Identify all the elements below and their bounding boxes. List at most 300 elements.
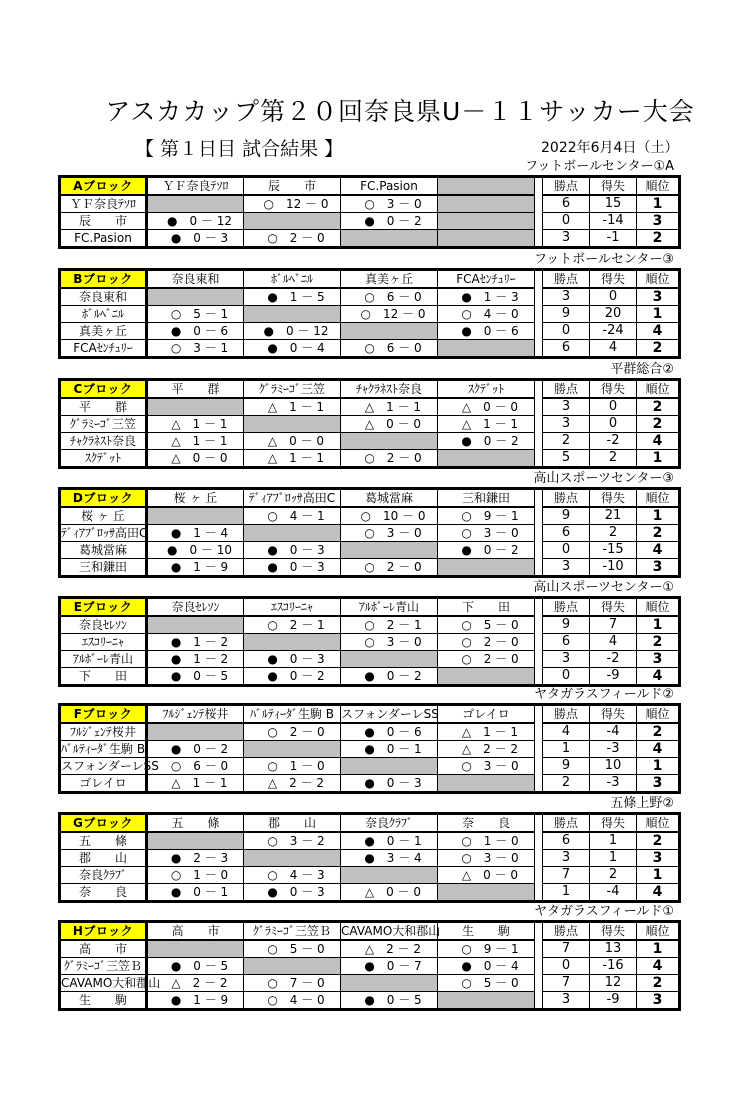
match-result — [147, 992, 244, 1010]
table-row — [60, 850, 680, 867]
match-score: ○ 6 － 0 — [170, 759, 229, 773]
self-match-cell — [147, 940, 244, 958]
match-score: ● 1 － 2 — [170, 652, 229, 666]
match-score: ● 0 － 2 — [364, 214, 422, 228]
table-row — [60, 323, 680, 340]
points-value: 1 — [543, 741, 590, 758]
self-match-cell — [244, 958, 341, 975]
table-row — [60, 651, 680, 668]
match-result — [438, 616, 535, 634]
match-result — [341, 559, 438, 577]
table-header-row — [60, 598, 680, 617]
rank-value: 3 — [637, 559, 680, 577]
block-name: Gブロック — [60, 814, 147, 833]
rank-value: 2 — [637, 832, 680, 850]
match-score: △ 0 － 0 — [171, 451, 228, 465]
table-row — [60, 975, 680, 992]
self-match-cell — [438, 668, 535, 686]
match-result — [438, 525, 535, 542]
rank-value: 2 — [637, 398, 680, 416]
block-e — [58, 579, 678, 687]
diff-value: 0 — [590, 288, 637, 306]
match-result — [244, 288, 341, 306]
match-result — [341, 616, 438, 634]
match-result — [341, 213, 438, 230]
points-value: 7 — [543, 975, 590, 992]
self-match-cell — [341, 651, 438, 668]
match-score: ○ 2 － 1 — [364, 618, 422, 632]
match-result — [341, 525, 438, 542]
self-match-cell — [147, 723, 244, 741]
points-value: 6 — [543, 634, 590, 651]
block-c — [58, 361, 678, 469]
points-value: 2 — [543, 433, 590, 450]
results-table — [58, 378, 681, 469]
match-score: ● 0 － 2 — [461, 543, 519, 557]
block-name: Dブロック — [60, 489, 147, 508]
self-match-cell — [244, 634, 341, 651]
self-match-cell — [438, 559, 535, 577]
team-name: ゴレイロ — [60, 775, 147, 793]
match-score: ● 0 － 3 — [267, 885, 325, 899]
match-result — [244, 340, 341, 358]
gap-cell — [535, 598, 543, 617]
diff-header: 得失 — [590, 705, 637, 724]
match-result — [244, 559, 341, 577]
gap-cell — [535, 398, 543, 416]
match-result — [147, 559, 244, 577]
table-row — [60, 559, 680, 577]
diff-value: 4 — [590, 634, 637, 651]
self-match-cell — [438, 992, 535, 1010]
match-result — [341, 832, 438, 850]
results-table — [58, 268, 681, 359]
team-name: ﾎﾞﾙﾍﾞﾆﾙ — [60, 306, 147, 323]
match-score: ○ 9 － 1 — [461, 942, 519, 956]
match-score: ○ 3 － 0 — [364, 635, 422, 649]
self-match-cell — [438, 775, 535, 793]
venue-label: 平群総合② — [610, 362, 674, 377]
match-score: ○ 5 － 0 — [461, 976, 519, 990]
empty-cell — [438, 177, 535, 196]
opponent-header: 奈良ｾﾚｿﾝ — [147, 598, 244, 617]
match-result — [341, 398, 438, 416]
match-score: △ 0 － 0 — [461, 868, 519, 882]
match-score: ○ 4 － 3 — [267, 868, 325, 882]
match-result — [438, 288, 535, 306]
opponent-header: ｸﾞﾗﾐｰｺﾞ三笠 — [244, 380, 341, 399]
points-value: 5 — [543, 450, 590, 468]
gap-cell — [535, 758, 543, 775]
diff-header: 得失 — [590, 489, 637, 508]
gap-cell — [535, 723, 543, 741]
table-row — [60, 775, 680, 793]
table-row — [60, 723, 680, 741]
match-score: ● 0 － 12 — [166, 214, 232, 228]
results-table — [58, 920, 681, 1011]
match-result — [244, 323, 341, 340]
gap-cell — [535, 975, 543, 992]
match-score: ○ 2 － 0 — [267, 725, 325, 739]
table-row — [60, 306, 680, 323]
rank-value: 3 — [637, 775, 680, 793]
points-value: 1 — [543, 884, 590, 902]
rank-value: 4 — [637, 741, 680, 758]
match-result — [438, 832, 535, 850]
opponent-header: CAVAMO大和郡山 — [341, 922, 438, 941]
match-result — [341, 884, 438, 902]
diff-value: 2 — [590, 867, 637, 884]
match-score: ○ 1 － 0 — [461, 834, 519, 848]
match-score: ● 0 － 6 — [461, 324, 519, 338]
match-score: △ 2 － 2 — [267, 776, 325, 790]
match-result — [341, 450, 438, 468]
match-result — [438, 542, 535, 559]
points-value: 0 — [543, 323, 590, 340]
match-score: ● 1 － 9 — [170, 993, 229, 1007]
points-value: 6 — [543, 832, 590, 850]
diff-value: -1 — [590, 230, 637, 248]
match-score: ● 0 － 6 — [170, 324, 229, 338]
points-header: 勝点 — [543, 922, 590, 941]
match-score: ○ 3 － 0 — [364, 526, 422, 540]
rank-value: 3 — [637, 992, 680, 1010]
opponent-header: 葛城當麻 — [341, 489, 438, 508]
gap-cell — [535, 230, 543, 248]
match-score: ○ 3 － 0 — [461, 851, 519, 865]
points-header: 勝点 — [543, 598, 590, 617]
gap-cell — [535, 775, 543, 793]
diff-value: 15 — [590, 195, 637, 213]
match-result — [244, 230, 341, 248]
points-value: 2 — [543, 775, 590, 793]
points-value: 7 — [543, 867, 590, 884]
match-score: ● 1 － 3 — [461, 290, 519, 304]
diff-value: -2 — [590, 433, 637, 450]
match-result — [244, 450, 341, 468]
team-name: 下 田 — [60, 668, 147, 686]
venue-label: フットボールセンター③ — [534, 252, 674, 267]
diff-value: 0 — [590, 416, 637, 433]
match-result — [438, 850, 535, 867]
match-score: ● 0 － 12 — [263, 324, 329, 338]
opponent-header: 五 條 — [147, 814, 244, 833]
match-score: ○ 7 － 0 — [267, 976, 325, 990]
diff-header: 得失 — [590, 380, 637, 399]
opponent-header: 奈 良 — [438, 814, 535, 833]
results-table — [58, 596, 681, 687]
points-header: 勝点 — [543, 380, 590, 399]
points-value: 4 — [543, 723, 590, 741]
self-match-cell — [244, 306, 341, 323]
team-name: 桜 ヶ 丘 — [60, 507, 147, 525]
diff-value: -14 — [590, 213, 637, 230]
self-match-cell — [147, 195, 244, 213]
match-score: △ 1 － 1 — [171, 434, 228, 448]
block-name: Eブロック — [60, 598, 147, 617]
match-result — [341, 340, 438, 358]
match-score: ● 0 － 3 — [364, 776, 422, 790]
results-table — [58, 703, 681, 794]
points-header: 勝点 — [543, 705, 590, 724]
rank-value: 3 — [637, 288, 680, 306]
gap-cell — [535, 741, 543, 758]
rank-value: 1 — [637, 616, 680, 634]
gap-cell — [535, 195, 543, 213]
diff-header: 得失 — [590, 270, 637, 289]
match-result — [438, 398, 535, 416]
self-match-cell — [244, 525, 341, 542]
venue-label: フットボールセンター①A — [525, 159, 674, 174]
match-result — [147, 340, 244, 358]
results-table — [58, 812, 681, 903]
points-header: 勝点 — [543, 270, 590, 289]
diff-value: -3 — [590, 775, 637, 793]
match-result — [244, 940, 341, 958]
opponent-header: FCAｾﾝﾁｭﾘｰ — [438, 270, 535, 289]
diff-value: 4 — [590, 340, 637, 358]
match-score: ○ 12 － 0 — [263, 197, 329, 211]
opponent-header: ｴｽｺﾘｰﾆｬ — [244, 598, 341, 617]
rank-value: 1 — [637, 867, 680, 884]
match-score: △ 1 － 1 — [461, 725, 519, 739]
team-name: 真美ヶ丘 — [60, 323, 147, 340]
gap-cell — [535, 651, 543, 668]
rank-value: 4 — [637, 958, 680, 975]
match-result — [244, 668, 341, 686]
match-result — [244, 832, 341, 850]
match-score: ● 0 － 3 — [170, 231, 229, 245]
match-score: ○ 4 － 1 — [267, 509, 325, 523]
points-value: 6 — [543, 340, 590, 358]
match-score: △ 0 － 0 — [364, 417, 422, 431]
rank-value: 3 — [637, 651, 680, 668]
match-result — [438, 306, 535, 323]
match-result — [147, 850, 244, 867]
rank-value: 4 — [637, 433, 680, 450]
rank-value: 2 — [637, 525, 680, 542]
self-match-cell — [147, 616, 244, 634]
match-score: ● 0 － 3 — [267, 560, 325, 574]
table-row — [60, 525, 680, 542]
self-match-cell — [147, 288, 244, 306]
diff-value: -2 — [590, 651, 637, 668]
match-score: △ 1 － 1 — [267, 451, 325, 465]
match-result — [438, 975, 535, 992]
gap-cell — [535, 450, 543, 468]
team-name: ﾌﾙｼﾞｪﾝﾃ桜井 — [60, 723, 147, 741]
table-row — [60, 958, 680, 975]
opponent-header: ﾁｬｸﾗﾈｽﾄ奈良 — [341, 380, 438, 399]
match-result — [147, 958, 244, 975]
team-name: 辰 市 — [60, 213, 147, 230]
table-header-row — [60, 270, 680, 289]
match-result — [244, 884, 341, 902]
team-name: ﾊﾞﾙﾃｨｰﾀﾞ生駒 B — [61, 742, 146, 756]
match-result — [244, 507, 341, 525]
match-score: △ 2 － 2 — [364, 942, 422, 956]
match-result — [147, 775, 244, 793]
opponent-header: 郡 山 — [244, 814, 341, 833]
match-result — [147, 758, 244, 775]
diff-value: -3 — [590, 741, 637, 758]
table-header-row — [60, 922, 680, 941]
self-match-cell — [438, 340, 535, 358]
points-value: 9 — [543, 507, 590, 525]
gap-cell — [535, 992, 543, 1010]
match-result — [244, 616, 341, 634]
match-score: ○ 3 － 2 — [267, 834, 325, 848]
results-table — [58, 487, 681, 578]
opponent-header: 桜 ヶ 丘 — [147, 489, 244, 508]
match-score: ● 0 － 1 — [364, 742, 422, 756]
results-table — [58, 175, 681, 249]
self-match-cell — [147, 398, 244, 416]
diff-value: 10 — [590, 758, 637, 775]
match-score: ○ 1 － 0 — [170, 868, 229, 882]
table-row — [60, 340, 680, 358]
points-value: 7 — [543, 940, 590, 958]
match-result — [341, 723, 438, 741]
match-score: ● 0 － 2 — [461, 434, 519, 448]
gap-cell — [535, 616, 543, 634]
team-name: ｱﾙﾎﾞｰﾚ青山 — [60, 651, 147, 668]
match-result — [341, 940, 438, 958]
match-score: ○ 1 － 0 — [267, 759, 325, 773]
gap-cell — [535, 306, 543, 323]
match-score: ○ 2 － 0 — [267, 231, 325, 245]
team-name: FCAｾﾝﾁｭﾘｰ — [60, 340, 147, 358]
self-match-cell — [341, 542, 438, 559]
match-score: ○ 2 － 0 — [461, 635, 519, 649]
gap-cell — [535, 433, 543, 450]
opponent-header: FC.Pasion — [341, 177, 438, 196]
match-score: ○ 5 － 1 — [170, 307, 229, 321]
points-value: 6 — [543, 195, 590, 213]
rank-value: 1 — [637, 195, 680, 213]
match-score: ● 1 － 9 — [170, 560, 229, 574]
gap-cell — [535, 867, 543, 884]
team-name: 生 駒 — [60, 992, 147, 1010]
diff-value: 1 — [590, 850, 637, 867]
match-score: △ 0 － 0 — [461, 400, 519, 414]
gap-cell — [535, 668, 543, 686]
match-score: △ 1 － 1 — [461, 417, 519, 431]
match-result — [244, 651, 341, 668]
match-score: △ 2 － 2 — [461, 742, 519, 756]
block-d — [58, 470, 678, 578]
match-score: ● 0 － 6 — [364, 725, 422, 739]
match-score: △ 2 － 2 — [171, 976, 228, 990]
match-result — [438, 940, 535, 958]
rank-header: 順位 — [637, 177, 680, 196]
empty-cell — [438, 213, 535, 230]
match-score: ● 1 － 5 — [267, 290, 325, 304]
block-g — [58, 795, 678, 903]
team-name: 奈良ｸﾗﾌﾞ — [60, 867, 147, 884]
match-result — [147, 525, 244, 542]
team-name: 奈良東和 — [60, 288, 147, 306]
match-result — [244, 867, 341, 884]
diff-value: 2 — [590, 525, 637, 542]
opponent-header: 下 田 — [438, 598, 535, 617]
gap-cell — [535, 213, 543, 230]
match-score: ○ 4 － 0 — [267, 993, 325, 1007]
match-result — [147, 542, 244, 559]
diff-header: 得失 — [590, 177, 637, 196]
rank-header: 順位 — [637, 705, 680, 724]
gap-cell — [535, 634, 543, 651]
gap-cell — [535, 884, 543, 902]
table-header-row — [60, 380, 680, 399]
opponent-header: 奈良ｸﾗﾌﾞ — [341, 814, 438, 833]
table-header-row — [60, 177, 680, 196]
rank-header: 順位 — [637, 814, 680, 833]
match-score: ○ 4 － 0 — [461, 307, 519, 321]
opponent-header: ｱﾙﾎﾞｰﾚ青山 — [341, 598, 438, 617]
match-result — [341, 850, 438, 867]
page-subtitle: 【 第１日目 試合結果 】 — [135, 138, 344, 160]
self-match-cell — [341, 323, 438, 340]
match-result — [438, 958, 535, 975]
team-name: ｴｽｺﾘｰﾆｬ — [60, 634, 147, 651]
opponent-header: ﾊﾞﾙﾃｨｰﾀﾞ生駒 B — [244, 705, 341, 724]
opponent-header: 平 群 — [147, 380, 244, 399]
rank-value: 1 — [637, 507, 680, 525]
match-result — [341, 306, 438, 323]
gap-cell — [535, 542, 543, 559]
points-value: 0 — [543, 213, 590, 230]
opponent-header: 生 駒 — [438, 922, 535, 941]
self-match-cell — [341, 433, 438, 450]
points-value: 9 — [543, 306, 590, 323]
points-value: 6 — [543, 525, 590, 542]
match-result — [147, 433, 244, 450]
table-row — [60, 213, 680, 230]
self-match-cell — [438, 884, 535, 902]
diff-value: -4 — [590, 884, 637, 902]
opponent-header: 辰 市 — [244, 177, 341, 196]
gap-cell — [535, 958, 543, 975]
table-header-row — [60, 705, 680, 724]
team-name: 三和鎌田 — [60, 559, 147, 577]
match-result — [244, 195, 341, 213]
self-match-cell — [438, 450, 535, 468]
table-row — [60, 507, 680, 525]
match-result — [147, 975, 244, 992]
table-row — [60, 416, 680, 433]
match-result — [244, 433, 341, 450]
match-result — [147, 668, 244, 686]
match-score: ● 0 － 5 — [364, 993, 422, 1007]
match-result — [438, 634, 535, 651]
match-score: △ 1 － 1 — [171, 417, 228, 431]
points-header: 勝点 — [543, 489, 590, 508]
table-row — [60, 288, 680, 306]
match-result — [244, 723, 341, 741]
rank-header: 順位 — [637, 922, 680, 941]
team-name: CAVAMO大和郡山 — [61, 976, 161, 990]
self-match-cell — [244, 850, 341, 867]
opponent-header: ｸﾞﾗﾐｰｺﾞ三笠Ｂ — [244, 922, 341, 941]
match-score: ● 1 － 4 — [170, 526, 229, 540]
rank-header: 順位 — [637, 489, 680, 508]
self-match-cell — [341, 975, 438, 992]
match-result — [244, 542, 341, 559]
match-score: ● 0 － 3 — [267, 652, 325, 666]
gap-cell — [535, 559, 543, 577]
rank-value: 4 — [637, 542, 680, 559]
